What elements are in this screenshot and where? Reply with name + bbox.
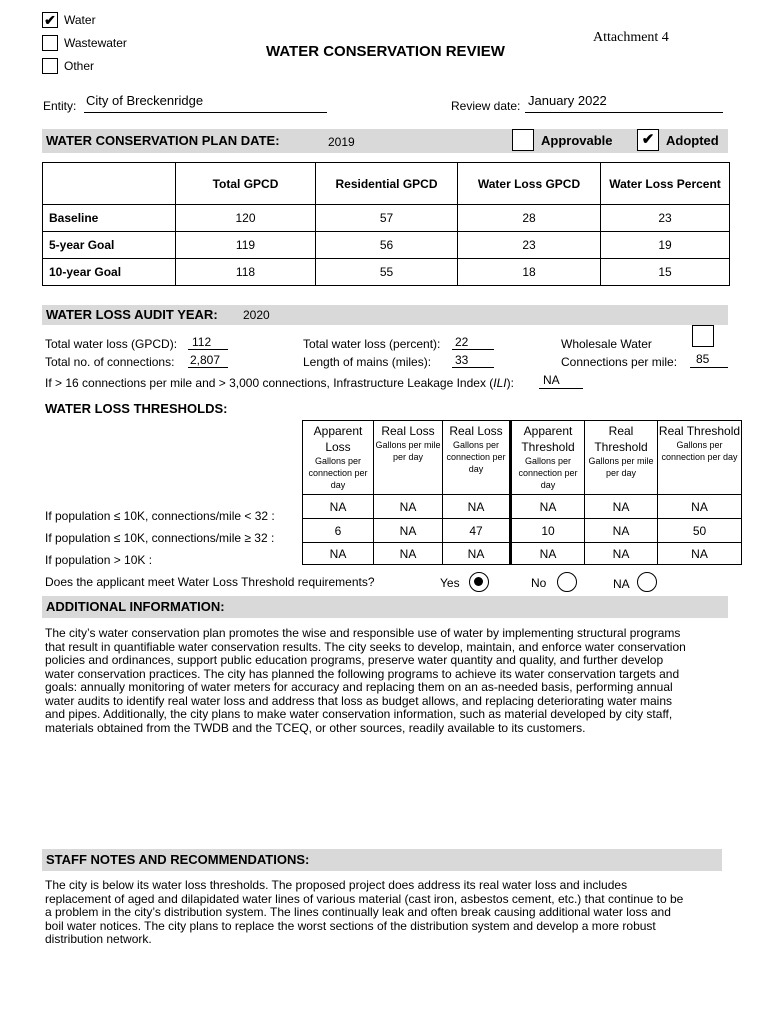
table-cell: 18	[458, 259, 601, 286]
na-option-label: NA	[613, 577, 630, 591]
gpcd-header-row	[43, 163, 730, 205]
text-line: and pipes. Additionally, the city plans to make water conservation information, such as material developed by city staff,	[45, 707, 673, 721]
thresholds-table	[302, 420, 742, 565]
text-line: replacement of aged and dilapidated water lines of various material (cast iron, asbestos cement, etc.) that continue to be	[45, 891, 684, 906]
threshold-col-header	[303, 421, 374, 495]
thresholds-label: WATER LOSS THRESHOLDS:	[45, 401, 228, 416]
plan-date-value: 2019	[328, 135, 355, 149]
water-checkbox[interactable]	[42, 12, 58, 28]
table-cell: NA	[443, 543, 511, 565]
gpcd-header-blank	[43, 163, 176, 205]
table-cell: 57	[316, 205, 458, 232]
col-unit: Gallons per connection per day	[661, 440, 738, 462]
col-unit: Gallons per mile per day	[375, 440, 441, 462]
audit-year-bar	[42, 305, 728, 325]
table-row	[303, 543, 742, 565]
threshold-row-label: If population > 10K :	[45, 553, 153, 567]
table-cell: 120	[176, 205, 316, 232]
other-checkbox[interactable]	[42, 58, 58, 74]
table-cell: NA	[374, 543, 443, 565]
threshold-col-header	[658, 421, 742, 495]
wastewater-checkbox-label: Wastewater	[64, 36, 127, 50]
col-unit: Gallons per connection per day	[446, 440, 506, 474]
plan-date-label: WATER CONSERVATION PLAN DATE:	[46, 133, 280, 148]
threshold-col-header	[511, 421, 585, 495]
text-line: materials obtained from the TWDB and the TCEQ, or other sources, readily available to its customers.	[45, 720, 586, 735]
other-checkbox-label: Other	[64, 59, 95, 73]
na-radio[interactable]	[637, 572, 657, 592]
table-cell: 23	[458, 232, 601, 259]
table-cell: NA	[303, 543, 374, 565]
water-checkbox-label: Water	[64, 13, 96, 27]
adopted-checkbox[interactable]	[637, 129, 659, 151]
threshold-row-label: If population ≤ 10K, connections/mile ≥ 32 :	[45, 531, 275, 545]
audit-year-label: WATER LOSS AUDIT YEAR:	[46, 307, 218, 322]
text-line: distribution network.	[45, 932, 152, 946]
wholesale-checkbox[interactable]	[692, 325, 714, 347]
table-cell: NA	[443, 495, 511, 519]
threshold-col-header	[374, 421, 443, 495]
staff-notes-text	[45, 879, 735, 947]
wastewater-checkbox[interactable]	[42, 35, 58, 51]
wholesale-label: Wholesale Water	[561, 337, 652, 351]
col-unit: Gallons per mile per day	[588, 456, 654, 478]
attachment-label: Attachment 4	[593, 30, 669, 45]
col-title: Real Loss	[449, 424, 503, 438]
yes-option-label: Yes	[440, 576, 460, 590]
check-mark-icon: ✔	[44, 12, 56, 28]
no-option-label: No	[531, 576, 547, 590]
table-cell: 28	[458, 205, 601, 232]
text-line: boil water notices. The city plans to replace the worst sections of the distribution system and develop a more robust	[45, 918, 656, 933]
table-cell: NA	[658, 495, 742, 519]
table-cell: NA	[585, 519, 658, 543]
table-row	[303, 495, 742, 519]
yes-radio[interactable]	[469, 572, 489, 592]
additional-info-text	[45, 627, 735, 735]
col-title: Real Threshold	[658, 424, 741, 438]
row-label: Baseline	[43, 205, 176, 232]
table-cell: 119	[176, 232, 316, 259]
text-line: goals: annually monitoring of water meters for accuracy and replacing them on an as-needed basis, performing annual	[45, 680, 673, 694]
text-line: policies and ordinances, support public education programs, preserve water quantity and quality, and further develop	[45, 653, 664, 667]
ili-label	[45, 376, 514, 390]
mains-length-value: 33	[455, 353, 469, 367]
col-title: Real Loss	[381, 424, 435, 438]
staff-notes-label: STAFF NOTES AND RECOMMENDATIONS:	[46, 852, 310, 867]
text-line: The city’s water conservation plan promotes the wise and responsible use of water by implementing structural programs	[45, 626, 681, 640]
audit-year-value: 2020	[243, 308, 270, 322]
ili-label-post: ):	[506, 376, 514, 390]
adopted-label: Adopted	[666, 133, 719, 148]
connections-label: Total no. of connections:	[45, 355, 175, 369]
connections-value: 2,807	[190, 353, 221, 367]
text-line: that result in quantifiable water conservation results. The city seeks to develop, maintain, and enforce water conservation	[45, 639, 686, 654]
table-cell: NA	[374, 495, 443, 519]
table-cell: 15	[601, 259, 730, 286]
threshold-question: Does the applicant meet Water Loss Threshold requirements?	[45, 575, 375, 589]
row-label: 10-year Goal	[43, 259, 176, 286]
table-cell: 6	[303, 519, 374, 543]
table-cell: NA	[585, 543, 658, 565]
staff-notes-bar	[42, 849, 722, 871]
mains-length-label: Length of mains (miles):	[303, 355, 432, 369]
table-row	[43, 232, 730, 259]
entity-value: City of Breckenridge	[86, 93, 204, 108]
review-date-value: January 2022	[528, 93, 607, 108]
total-loss-percent-label: Total water loss (percent):	[303, 337, 441, 351]
col-title: Real Threshold	[594, 424, 648, 454]
gpcd-header-residential: Residential GPCD	[316, 163, 458, 205]
table-cell: NA	[303, 495, 374, 519]
table-cell: 10	[511, 519, 585, 543]
table-cell: 47	[443, 519, 511, 543]
col-title: Apparent Threshold	[521, 424, 575, 454]
additional-info-label: ADDITIONAL INFORMATION:	[46, 599, 225, 614]
entity-label: Entity:	[43, 99, 77, 113]
col-unit: Gallons per connection per day	[518, 456, 578, 490]
ili-label-pre: If > 16 connections per mile and > 3,000 connections, Infrastructure Leakage Index (	[45, 376, 494, 390]
plan-date-bar	[42, 129, 728, 153]
table-cell: 55	[316, 259, 458, 286]
table-cell: NA	[511, 543, 585, 565]
threshold-col-header	[443, 421, 511, 495]
review-date-label: Review date:	[451, 99, 521, 113]
thresholds-header-row	[303, 421, 742, 495]
row-label: 5-year Goal	[43, 232, 176, 259]
col-title: Apparent Loss	[313, 424, 363, 454]
table-row	[43, 259, 730, 286]
threshold-row-label: If population ≤ 10K, connections/mile < 32 :	[45, 509, 275, 523]
ili-value: NA	[543, 373, 560, 387]
table-cell: 19	[601, 232, 730, 259]
threshold-col-header	[585, 421, 658, 495]
table-cell: 56	[316, 232, 458, 259]
gpcd-header-total: Total GPCD	[176, 163, 316, 205]
text-line: a problem in the city’s distribution system. The lines continually leak and often break causing additional water loss and	[45, 905, 671, 919]
col-unit: Gallons per connection per day	[308, 456, 368, 490]
ili-abbr: ILI	[493, 376, 507, 390]
table-cell: NA	[658, 543, 742, 565]
table-row	[303, 519, 742, 543]
table-cell: 23	[601, 205, 730, 232]
table-cell: NA	[511, 495, 585, 519]
gpcd-header-water-loss: Water Loss GPCD	[458, 163, 601, 205]
total-loss-gpcd-value: 112	[192, 335, 212, 349]
page-title: WATER CONSERVATION REVIEW	[266, 43, 505, 60]
additional-info-bar	[42, 596, 728, 618]
total-loss-gpcd-label: Total water loss (GPCD):	[45, 337, 178, 351]
check-mark-icon: ✔	[641, 131, 655, 148]
table-cell: NA	[374, 519, 443, 543]
table-row	[43, 205, 730, 232]
text-line: water audits to identify real water loss and address that loss as budget allows, and replacing deteriorating water mains	[45, 693, 673, 708]
approvable-checkbox[interactable]	[512, 129, 534, 151]
table-cell: 118	[176, 259, 316, 286]
radio-selected-dot	[474, 577, 483, 586]
connections-per-mile-value: 85	[696, 352, 710, 366]
table-cell: 50	[658, 519, 742, 543]
approvable-label: Approvable	[541, 133, 613, 148]
text-line: The city is below its water loss thresholds. The proposed project does address its real water loss and includes	[45, 878, 628, 892]
text-line: water conservation practices. The city has planned the following programs to achieve its water conservation targets and	[45, 666, 680, 681]
total-loss-percent-value: 22	[455, 335, 469, 349]
table-cell: NA	[585, 495, 658, 519]
no-radio[interactable]	[557, 572, 577, 592]
gpcd-header-water-loss-percent: Water Loss Percent	[601, 163, 730, 205]
connections-per-mile-label: Connections per mile:	[561, 355, 678, 369]
gpcd-table	[42, 162, 730, 286]
